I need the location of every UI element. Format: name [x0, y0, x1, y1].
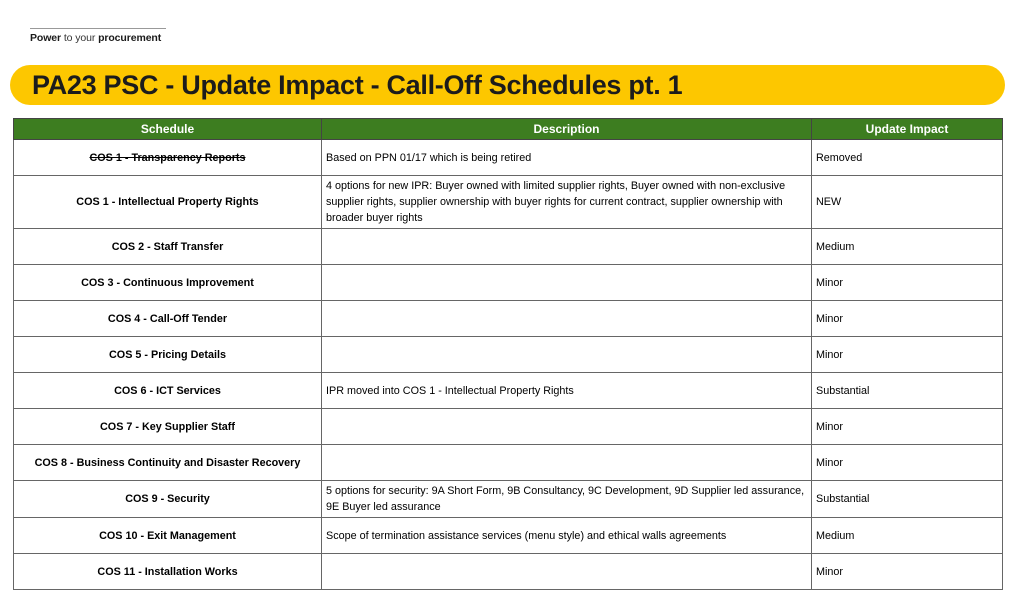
impact-cell: Minor: [812, 337, 1003, 373]
table-row: [14, 140, 1003, 176]
impact-cell: Medium: [812, 518, 1003, 554]
table-row: [14, 554, 1003, 590]
header-update-impact: Update Impact: [812, 119, 1003, 140]
schedule-cell: COS 3 - Continuous Improvement: [14, 265, 322, 301]
schedule-cell: COS 2 - Staff Transfer: [14, 229, 322, 265]
impact-cell: Substantial: [812, 373, 1003, 409]
logo-text: Power to your procurement: [30, 32, 162, 44]
impact-cell: Minor: [812, 554, 1003, 590]
table-row: [14, 229, 1003, 265]
impact-cell: Minor: [812, 301, 1003, 337]
description-cell: [322, 337, 812, 373]
page-title: PA23 PSC - Update Impact - Call-Off Schedules pt. 1: [32, 70, 683, 100]
schedule-cell: COS 8 - Business Continuity and Disaster Recovery: [14, 445, 322, 481]
schedule-cell: COS 9 - Security: [14, 481, 322, 518]
table-row: [14, 518, 1003, 554]
schedule-cell: COS 6 - ICT Services: [14, 373, 322, 409]
impact-table: [13, 118, 1003, 590]
impact-cell: Removed: [812, 140, 1003, 176]
description-cell: 4 options for new IPR: Buyer owned with limited supplier rights, Buyer owned with non-exclusive supplier rights, supplier ownership with buyer rights for current contract, supplier ownership with broader buyer rights: [322, 176, 812, 229]
header-description: Description: [322, 119, 812, 140]
logo-rule: [30, 28, 166, 29]
impact-cell: Minor: [812, 265, 1003, 301]
schedule-cell: COS 1 - Intellectual Property Rights: [14, 176, 322, 229]
schedule-cell: COS 1 - Transparency Reports: [14, 140, 322, 176]
header-schedule: Schedule: [14, 119, 322, 140]
impact-cell: Substantial: [812, 481, 1003, 518]
table-header-row: [14, 119, 1003, 140]
table-row: [14, 481, 1003, 518]
impact-cell: Medium: [812, 229, 1003, 265]
brand-logo: [30, 28, 166, 44]
description-cell: [322, 409, 812, 445]
table-row: [14, 445, 1003, 481]
table-row: [14, 337, 1003, 373]
impact-cell: Minor: [812, 409, 1003, 445]
description-cell: IPR moved into COS 1 - Intellectual Property Rights: [322, 373, 812, 409]
table-row: [14, 301, 1003, 337]
impact-cell: Minor: [812, 445, 1003, 481]
description-cell: [322, 229, 812, 265]
title-banner: [10, 65, 1005, 105]
table-row: [14, 176, 1003, 229]
schedule-cell: COS 10 - Exit Management: [14, 518, 322, 554]
schedule-cell: COS 4 - Call-Off Tender: [14, 301, 322, 337]
description-cell: Based on PPN 01/17 which is being retired: [322, 140, 812, 176]
schedule-cell: COS 5 - Pricing Details: [14, 337, 322, 373]
description-cell: [322, 265, 812, 301]
schedule-cell: COS 11 - Installation Works: [14, 554, 322, 590]
impact-cell: NEW: [812, 176, 1003, 229]
description-cell: [322, 445, 812, 481]
table-row: [14, 373, 1003, 409]
table-row: [14, 265, 1003, 301]
description-cell: [322, 301, 812, 337]
description-cell: [322, 554, 812, 590]
description-cell: Scope of termination assistance services (menu style) and ethical walls agreements: [322, 518, 812, 554]
description-cell: 5 options for security: 9A Short Form, 9B Consultancy, 9C Development, 9D Supplier led assurance, 9E Buyer led assurance: [322, 481, 812, 518]
schedule-cell: COS 7 - Key Supplier Staff: [14, 409, 322, 445]
table-row: [14, 409, 1003, 445]
